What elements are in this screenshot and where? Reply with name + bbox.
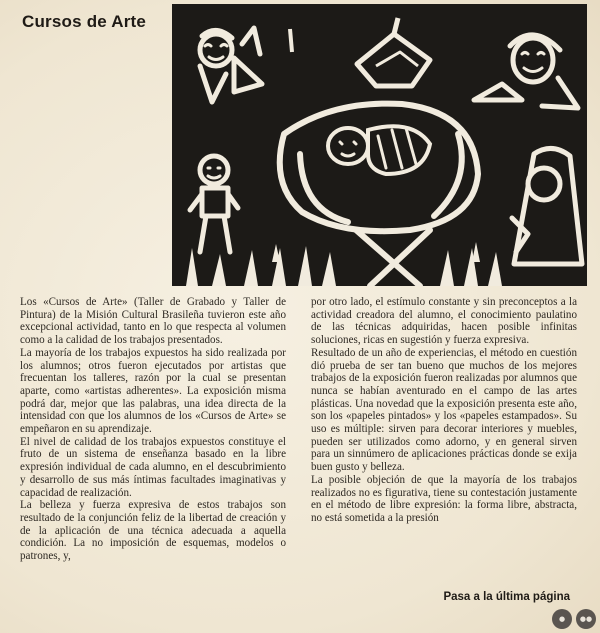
small-stroke (290, 29, 292, 52)
corner-badges (552, 609, 596, 629)
badge-icon: ●● (576, 609, 596, 629)
badge-icon: ● (552, 609, 572, 629)
woodcut-illustration (172, 4, 587, 286)
page-title: Cursos de Arte (22, 12, 147, 31)
right-text-column (311, 296, 577, 525)
left-text-column (20, 296, 286, 563)
continued-footer: Pasa a la última página (443, 591, 570, 603)
paragraph: La posible objeción de que la mayoría de los trabajos realizados no es figurativa, tiene su contestación justamente en el método de libre expresión: la forma libre, abstracta, no está sometida a la presión (311, 473, 577, 524)
paragraph: Resultado de un año de experiencias, el método en cuestión dió prueba de ser tan bueno que muchos de los mejores trabajos de la exposición fueron realizadas por alumnos que nunca se habían aventurado en el campo de las artes plásticas. Una novedad que la exposición presenta este año, son los «papeles pintados» y los «papeles estampados». Su uso es múltiple: sirven para decorar interiores y muebles, pueden ser utilizados como adorno, y en general sirven para un sinnúmero de aplicaciones prácticas donde se exija buen gusto y belleza. (311, 346, 577, 474)
paragraph: Los «Cursos de Arte» (Taller de Grabado y Taller de Pintura) de la Misión Cultural Brasileña tuvieron este año excepcional actividad, tanto en lo que respecta al volumen como a la calidad de los trabajos presentados. (20, 296, 286, 347)
woodcut-svg (172, 4, 587, 286)
paragraph: La belleza y fuerza expresiva de estos trabajos son resultado de la conjunción feliz de la libertad de creación y de la aplicación de una técnica adecuada a aquella condición. La no imposición de esquemas, modelos o patrones, y, (20, 499, 286, 563)
paragraph: El nivel de calidad de los trabajos expuestos constituye el fruto de un sistema de enseñanza basado en la libre expresión individual de cada alumno, en el descubrimiento y desarrollo de sus más íntimas facultades imaginativas y capacidad de realización. (20, 435, 286, 499)
paragraph: por otro lado, el estímulo constante y sin preconceptos a la actividad creadora del alumno, el conocimiento paulatino de las técnicas adquiridas, hacen posible infinitas soluciones, ricas en sugestión y fuerza expresiva. (311, 296, 577, 347)
paragraph: La mayoría de los trabajos expuestos ha sido realizada por los alumnos; otros fueron ejecutados por artistas que frecuentan los talleres, razón por la cual se presentan aparte, como «artistas adherentes». La exposición misma podrá dar, mejor que las palabras, una idea directa de la intensidad con que los alumnos de los «Cursos de Arte» se empeñaron en su aprendizaje. (20, 346, 286, 436)
